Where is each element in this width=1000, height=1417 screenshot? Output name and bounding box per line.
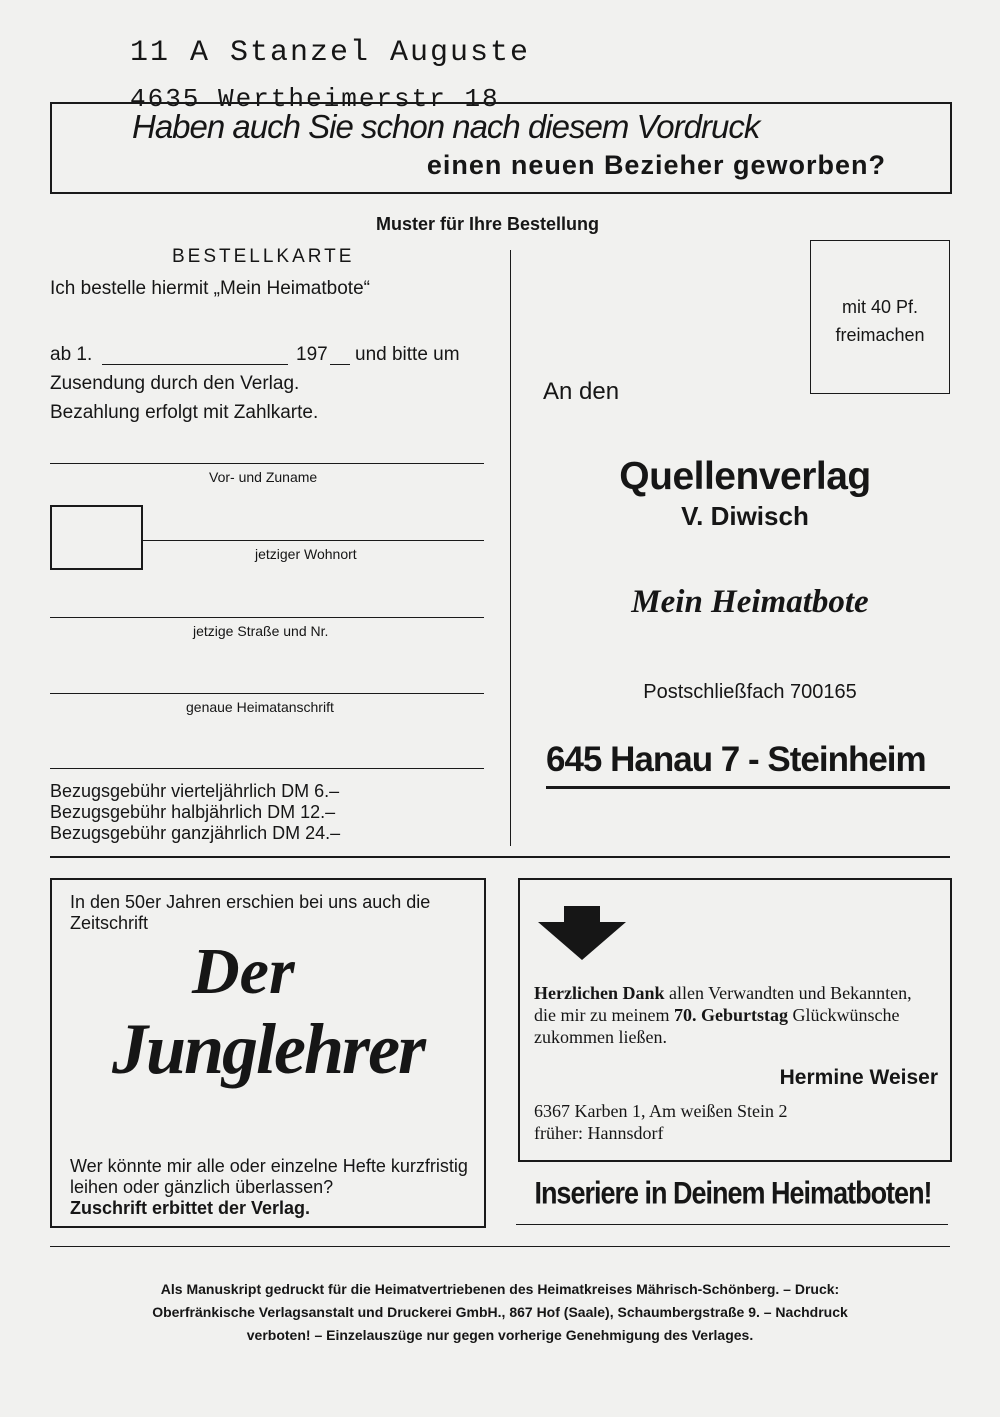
postage-line-1: mit 40 Pf.: [841, 297, 919, 317]
junglehrer-logo-der: Der: [192, 935, 295, 1008]
home-address-label: genaue Heimatanschrift: [186, 699, 334, 715]
thanks-text: [534, 982, 938, 1048]
imprint-line-2: Oberfränkische Verlagsanstalt und Druckerei GmbH., 867 Hof (Saale), Schaumbergstraße 9. – Nachdruck: [152, 1304, 848, 1320]
magazine-name: Mein Heimatbote: [631, 584, 869, 620]
thanks-address-block: [534, 1100, 787, 1144]
postage-line-2: freimachen: [835, 325, 925, 345]
recipient-label: An den: [543, 378, 620, 405]
start-date-blank[interactable]: [102, 364, 288, 365]
advertise-slogan: Inseriere in Deinem Heimatboten!: [534, 1176, 932, 1211]
imprint-footer: [50, 1278, 950, 1347]
sample-title: Muster für Ihre Bestellung: [376, 214, 600, 234]
thanks-address: 6367 Karben 1, Am weißen Stein 2: [534, 1101, 788, 1121]
footer-rule: [50, 1246, 950, 1247]
residence-label: jetziger Wohnort: [255, 546, 357, 562]
junglehrer-ad: [50, 878, 486, 1228]
subscriber-name: 11 A Stanzel Auguste: [130, 36, 531, 70]
year-blank[interactable]: [330, 364, 350, 365]
delivery-text: Zusendung durch den Verlag.: [50, 373, 300, 394]
arrow-down-icon: [536, 906, 628, 960]
start-date-line: [50, 344, 490, 370]
junglehrer-question: Wer könnte mir alle oder einzelne Hefte kurzfristig leihen oder gänzlich überlassen?: [70, 1156, 468, 1197]
street-label: jetzige Straße und Nr.: [193, 623, 329, 639]
checkbox-square: [50, 505, 143, 570]
recipient-city: 645 Hanau 7 - Steinheim: [546, 740, 926, 779]
subscriber-street: 4635 Wertheimerstr 18: [130, 84, 500, 114]
name-label: Vor- und Zuname: [209, 469, 318, 485]
headline-line-2: einen neuen Bezieher geworben?: [426, 150, 886, 180]
postage-stamp-box: [810, 240, 950, 394]
payment-text: Bezahlung erfolgt mit Zahlkarte.: [50, 402, 319, 423]
thanks-bold-birthday: 70. Geburtstag: [673, 1005, 788, 1025]
year-prefix: 197: [296, 344, 328, 365]
imprint-line-1: Als Manuskript gedruckt für die Heimatvertriebenen des Heimatkreises Mährisch-Schönberg. – Druck:: [160, 1281, 840, 1297]
section-separator: [50, 856, 950, 858]
headline-box: [50, 102, 952, 194]
fee-list: [50, 781, 340, 844]
home-address-line[interactable]: [50, 693, 484, 694]
name-line[interactable]: [50, 463, 484, 464]
slogan-underline: [516, 1224, 948, 1225]
imprint-line-3: verboten! – Einzelauszüge nur gegen vorherige Genehmigung des Verlages.: [246, 1327, 754, 1343]
publisher-owner: V. Diwisch: [681, 501, 809, 531]
order-line: Ich bestelle hiermit „Mein Heimatbote“: [50, 278, 370, 299]
residence-line[interactable]: [141, 540, 484, 541]
street-line[interactable]: [50, 617, 484, 618]
po-box: Postschließfach 700165: [643, 681, 857, 703]
postcard-divider: [510, 250, 511, 846]
headline-line-1: Haben auch Sie schon nach diesem Vordruck: [132, 108, 760, 145]
thanks-bold-start: Herzlichen Dank: [534, 983, 665, 1003]
fee-year: Bezugsgebühr ganzjährlich DM 24.–: [50, 823, 341, 843]
thanks-name: Hermine Weiser: [779, 1066, 938, 1089]
thanks-text-1: allen Verwandten und Bekannten, die mir zu meinem: [534, 983, 912, 1025]
junglehrer-contact: Zuschrift erbittet der Verlag.: [70, 1198, 311, 1218]
thanks-former: früher: Hannsdorf: [534, 1123, 664, 1143]
junglehrer-intro: In den 50er Jahren erschien bei uns auch die Zeitschrift: [70, 892, 431, 933]
thanks-text-2: Glückwünsche zukommen ließen.: [534, 1005, 900, 1047]
recipient-block: [520, 455, 970, 532]
thanks-notice: [518, 878, 952, 1162]
from-prefix: ab 1.: [50, 344, 93, 365]
publisher-name: Quellenverlag: [619, 455, 871, 498]
junglehrer-logo-title: Junglehrer: [111, 1009, 425, 1089]
city-underline: [546, 786, 950, 789]
fee-quarterly: Bezugsgebühr vierteljährlich DM 6.–: [50, 781, 340, 801]
card-title: BESTELLKARTE: [172, 246, 355, 267]
fee-half-year: Bezugsgebühr halbjährlich DM 12.–: [50, 802, 336, 822]
year-suffix: und bitte um: [355, 344, 460, 365]
extra-line: [50, 768, 484, 769]
